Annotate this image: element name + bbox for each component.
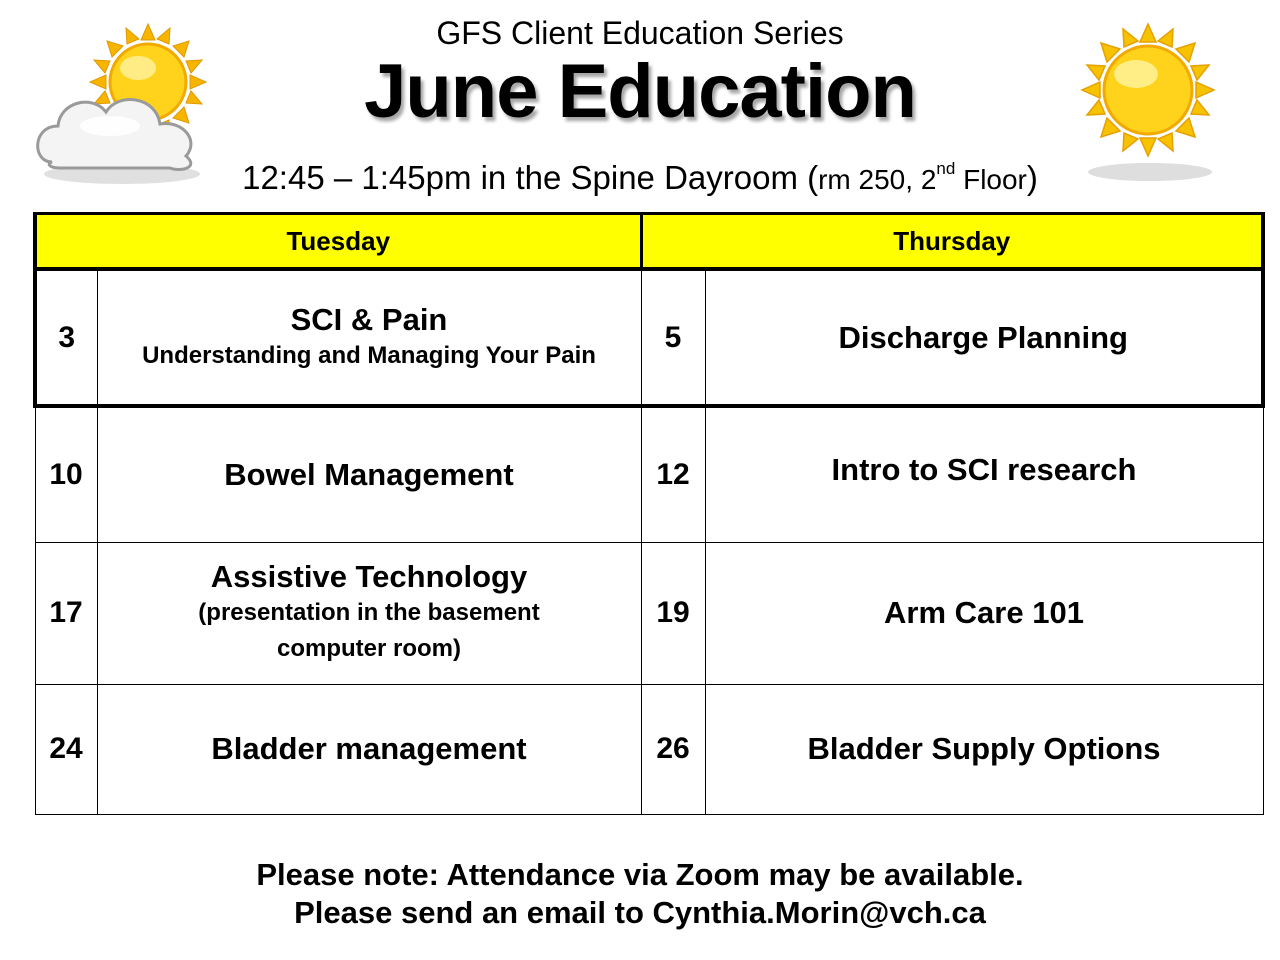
- tuesday-date: 10: [35, 406, 97, 542]
- schedule-table: [33, 212, 1265, 815]
- session-subtitle: Understanding and Managing Your Pain: [142, 341, 596, 369]
- tuesday-date: 24: [35, 684, 97, 814]
- zoom-note: Please note: Attendance via Zoom may be available.: [256, 857, 1024, 892]
- thursday-date: 19: [641, 542, 705, 684]
- session-room: rm 250, 2: [818, 164, 937, 195]
- session-time: 12:45 – 1:45pm in the Spine Dayroom (: [242, 159, 819, 196]
- table-row: [35, 684, 1263, 814]
- thursday-session: Discharge Planning: [705, 269, 1263, 406]
- table-row: [35, 269, 1263, 406]
- table-header-row: [35, 214, 1263, 270]
- close-paren: ): [1026, 159, 1038, 196]
- thursday-session: Intro to SCI research: [705, 406, 1263, 542]
- thursday-date: 12: [641, 406, 705, 542]
- session-topic: SCI & Pain: [290, 301, 448, 337]
- tuesday-session: [97, 542, 641, 684]
- table-row: [35, 406, 1263, 542]
- tuesday-date: 3: [35, 269, 97, 406]
- thursday-session: Arm Care 101: [705, 542, 1263, 684]
- series-title: GFS Client Education Series: [436, 15, 844, 51]
- session-subtitle: (presentation in the basement computer room): [198, 599, 540, 662]
- page-title: June Education: [364, 49, 916, 134]
- thursday-date: 5: [641, 269, 705, 406]
- thursday-date: 26: [641, 684, 705, 814]
- session-time-location: [0, 158, 1280, 200]
- column-header-thursday: Thursday: [641, 214, 1263, 270]
- session-topic: Assistive Technology: [210, 559, 528, 594]
- thursday-session: Bladder Supply Options: [705, 684, 1263, 814]
- tuesday-session: Bladder management: [97, 684, 641, 814]
- tuesday-date: 17: [35, 542, 97, 684]
- tuesday-session: [97, 269, 641, 406]
- floor-ordinal: nd: [936, 159, 956, 178]
- column-header-tuesday: Tuesday: [35, 214, 641, 270]
- footer-note: [0, 856, 1280, 932]
- contact-note: Please send an email to Cynthia.Morin@vch.ca: [294, 895, 986, 930]
- table-row: [35, 542, 1263, 684]
- tuesday-session: Bowel Management: [97, 406, 641, 542]
- session-floor: Floor: [955, 164, 1027, 195]
